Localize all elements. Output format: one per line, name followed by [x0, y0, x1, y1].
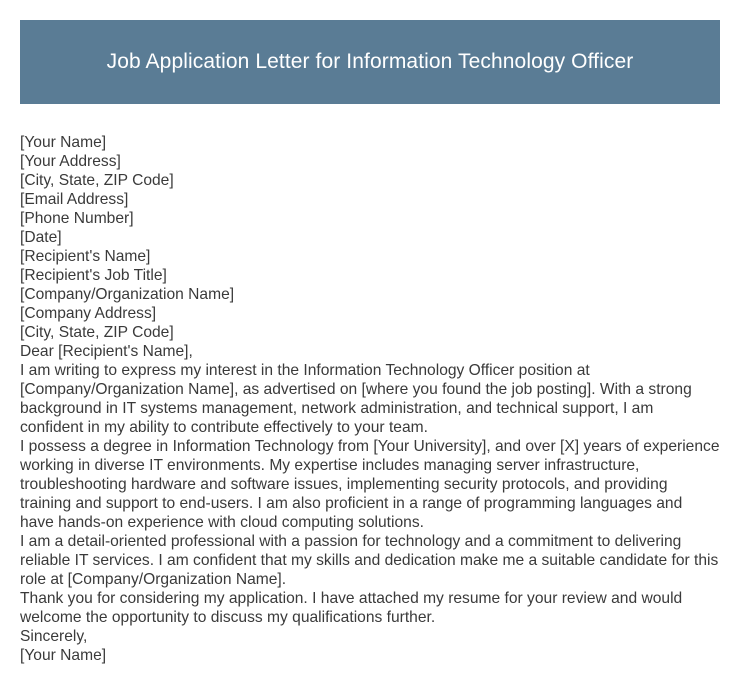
page-title: Job Application Letter for Information Technology Officer: [106, 50, 634, 73]
recipient-city-state-zip: [City, State, ZIP Code]: [20, 324, 174, 341]
paragraph-qualities: I am a detail-oriented professional with a passion for technology and a commitment to delivering reliable IT services. I am confident that my skills and dedication make me a suitable candidate for this role at [Company/Organization Name].: [20, 533, 719, 588]
header-banner: [20, 20, 720, 104]
sender-name: [Your Name]: [20, 134, 107, 151]
sender-block: [20, 133, 720, 247]
signature: [Your Name]: [20, 647, 107, 664]
paragraph-closing: Thank you for considering my application. I have attached my resume for your review and would welcome the opportunity to discuss my qualifications further.: [20, 590, 683, 626]
recipient-job-title: [Recipient's Job Title]: [20, 267, 167, 284]
sender-phone: [Phone Number]: [20, 210, 134, 227]
sender-city-state-zip: [City, State, ZIP Code]: [20, 172, 174, 189]
paragraph-experience: I possess a degree in Information Technology from [Your University], and over [X] years of experience working in diverse IT environments. My expertise includes managing server infrastructure, troubleshooting hardware and software issues, implementing security protocols, and providing training and support to end-users. I am also proficient in a range of programming languages and have hands-on experience with cloud computing solutions.: [20, 438, 720, 531]
sender-email: [Email Address]: [20, 191, 129, 208]
sender-address: [Your Address]: [20, 153, 121, 170]
recipient-address: [Company Address]: [20, 305, 157, 322]
salutation: Dear [Recipient's Name],: [20, 343, 193, 360]
closing: Sincerely,: [20, 628, 88, 645]
recipient-block: [20, 247, 720, 342]
letter-body: [20, 133, 720, 665]
recipient-company: [Company/Organization Name]: [20, 286, 235, 303]
recipient-name: [Recipient's Name]: [20, 248, 151, 265]
letter-date: [Date]: [20, 229, 62, 246]
paragraph-intro: I am writing to express my interest in the Information Technology Officer position at [Company/Organization Name], as advertised on [where you found the job posting]. With a strong background in IT systems management, network administration, and technical support, I am confident in my ability to contribute effectively to your team.: [20, 362, 692, 436]
